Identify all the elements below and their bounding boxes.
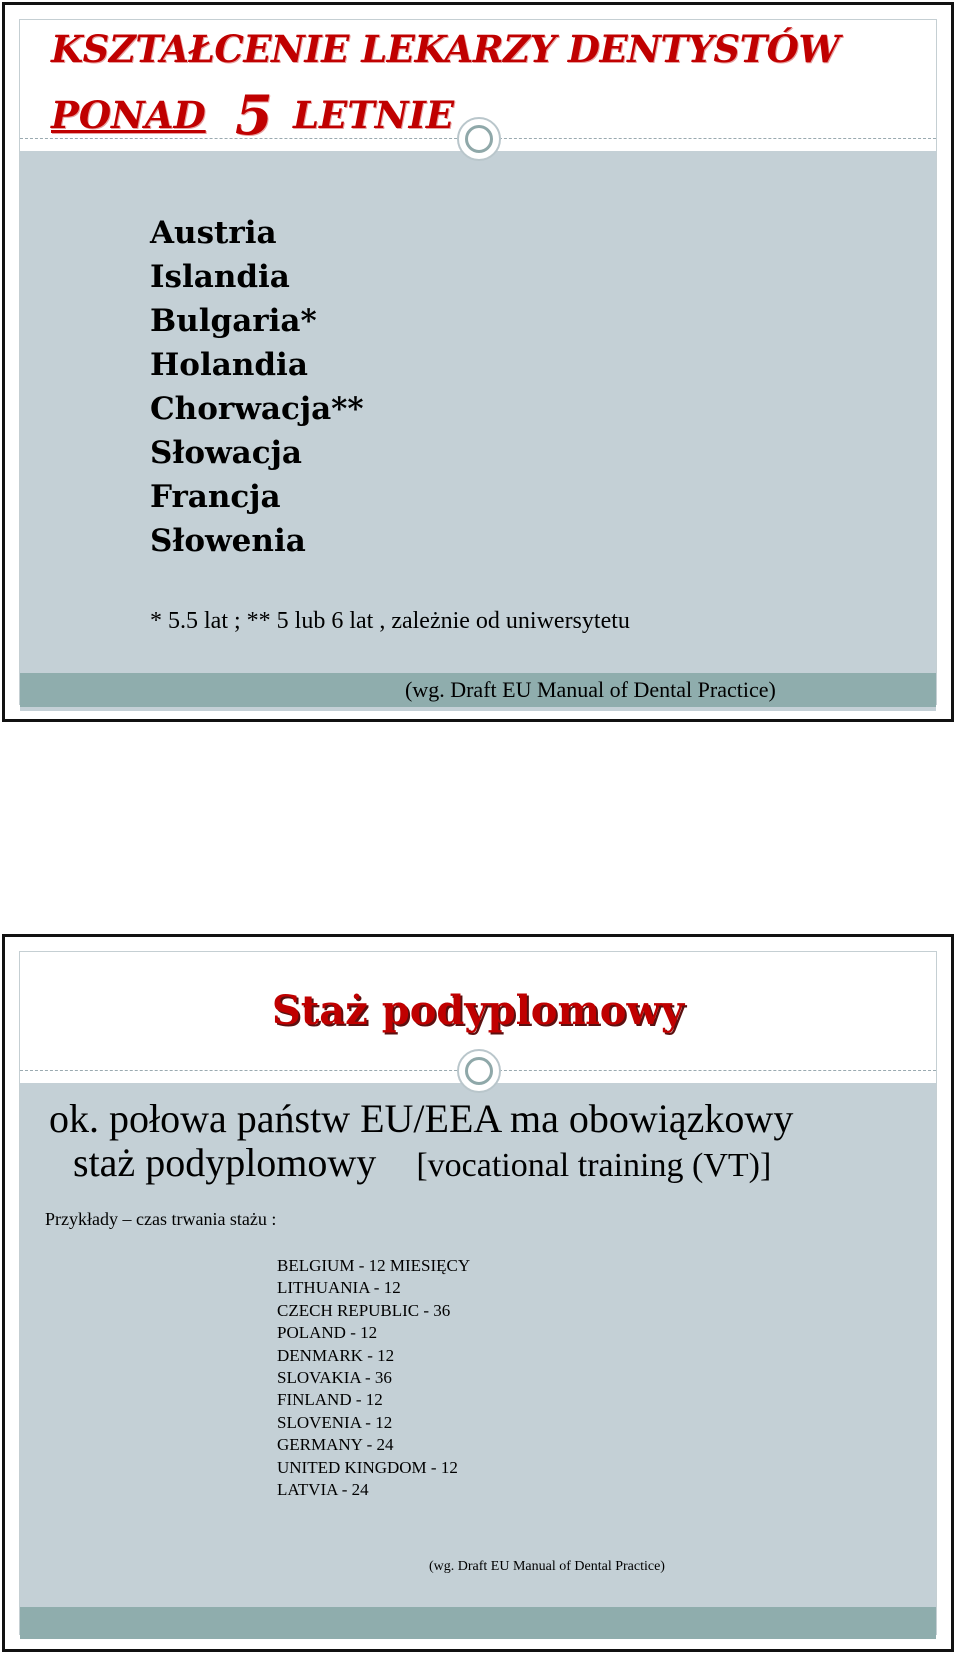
list-item: GERMANY - 24 [277, 1435, 394, 1455]
lead-line-1: ok. połowa państw EU/EEA ma obowiązkowy [49, 1096, 794, 1141]
lead-line-2-text: staż podyplomowy [73, 1140, 377, 1185]
country-list [150, 211, 364, 563]
list-item: FINLAND - 12 [277, 1390, 383, 1410]
lead-line-2 [49, 1141, 793, 1188]
examples-label: Przykłady – czas trwania stażu : [45, 1209, 277, 1229]
duration-note: * 5.5 lat ; ** 5 lub 6 lat , zależnie od uniwersytetu [150, 608, 630, 634]
list-item: BELGIUM - 12 MIESIĘCY [277, 1256, 471, 1275]
list-item: UNITED KINGDOM - 12 [277, 1457, 458, 1477]
list-item: Islandia [150, 259, 290, 295]
slide-1-title-number: 5 [235, 83, 273, 147]
list-item: Słowacja [150, 435, 302, 471]
list-item: CZECH REPUBLIC - 36 [277, 1300, 451, 1320]
slide-2-title: Staż podyplomowy [271, 987, 685, 1034]
list-item: SLOVENIA - 12 [277, 1412, 393, 1432]
slide-1 [2, 2, 954, 722]
list-item: POLAND - 12 [277, 1323, 378, 1343]
slide-1-title-letnie: LETNIE [293, 93, 455, 137]
ring-ornament-icon [457, 117, 501, 161]
lead-text [49, 1097, 793, 1188]
slide-1-title-line1: KSZTAŁCENIE LEKARZY DENTYSTÓW [51, 27, 840, 71]
list-item: Chorwacja** [150, 391, 364, 427]
list-item: DENMARK - 12 [277, 1345, 395, 1365]
source-citation: (wg. Draft EU Manual of Dental Practice) [405, 677, 776, 702]
slide-2-footer-bar [20, 1607, 936, 1639]
list-item: Słowenia [150, 523, 306, 559]
list-item: Holandia [150, 347, 308, 383]
list-item: Bulgaria* [150, 303, 317, 339]
list-item: LITHUANIA - 12 [277, 1278, 401, 1298]
source-citation: (wg. Draft EU Manual of Dental Practice) [429, 1559, 665, 1574]
list-item: LATVIA - 24 [277, 1480, 369, 1500]
list-item: Francja [150, 479, 281, 515]
list-item: Austria [150, 215, 277, 251]
slide-1-title-ponad: PONAD [51, 93, 206, 137]
lead-vt-text: [vocational training (VT)] [416, 1147, 772, 1184]
ring-ornament-icon [457, 1049, 501, 1093]
slide-2 [2, 934, 954, 1652]
training-duration-list [277, 1255, 470, 1501]
list-item: SLOVAKIA - 36 [277, 1368, 392, 1388]
